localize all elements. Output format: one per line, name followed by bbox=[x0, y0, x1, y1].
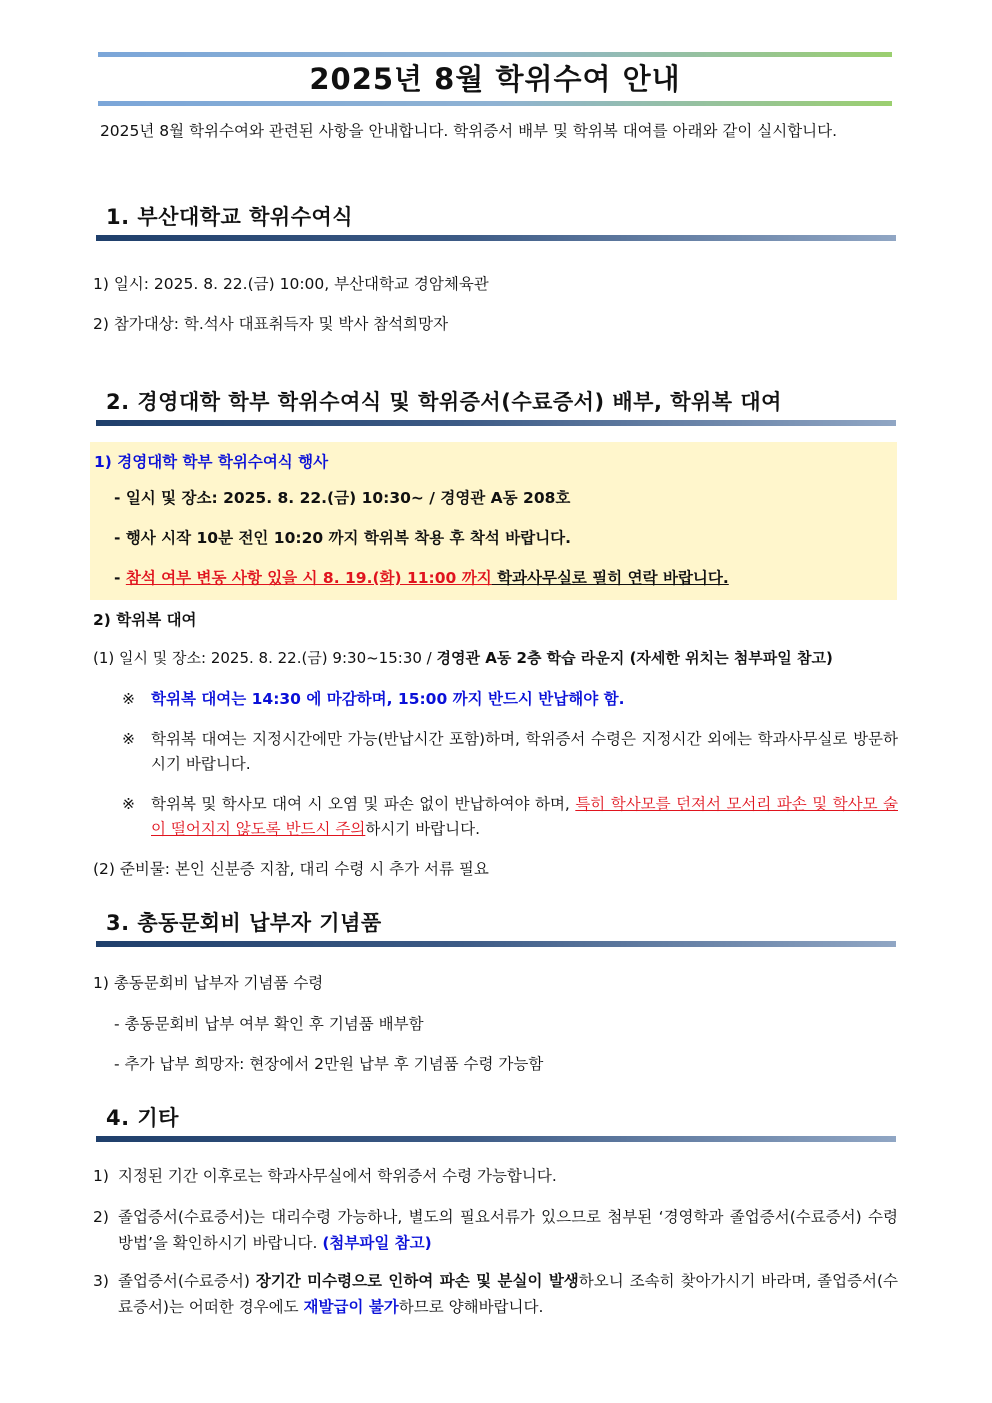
section1-item-target: 2) 참가대상: 학.석사 대표취득자 및 박사 참석희망자 bbox=[93, 315, 449, 333]
ceremony-seating-notice: - 행사 시작 10분 전인 10:20 까지 학위복 착용 후 착석 바랍니다. bbox=[114, 529, 572, 547]
rental-note-deadline bbox=[122, 687, 898, 712]
note-mark: ※ bbox=[122, 690, 135, 708]
rental-note-hours bbox=[122, 727, 898, 777]
item-number: 3) bbox=[93, 1272, 109, 1290]
ceremony-subtitle: 1) 경영대학 학부 학위수여식 행사 bbox=[94, 453, 329, 471]
rental-time: (1) 일시 및 장소: 2025. 8. 22.(금) 9:30~15:30 / bbox=[93, 649, 437, 667]
section3-title: 3. 총동문회비 납부자 기념품 bbox=[106, 911, 382, 935]
note-mark: ※ bbox=[122, 730, 135, 748]
note-damage-b: 하시기 바랍니다. bbox=[365, 820, 481, 838]
attachment-ref: (첨부파일 참고) bbox=[322, 1234, 432, 1252]
rental-place: 경영관 A동 2층 학습 라운지 (자세한 위치는 첨부파일 참고) bbox=[436, 649, 833, 667]
gown-rental-subtitle: 2) 학위복 대여 bbox=[93, 611, 197, 629]
diploma-warning-a: 졸업증서(수료증서) bbox=[118, 1272, 256, 1290]
note-damage-a: 학위복 및 학사모 대여 시 오염 및 파손 없이 반납하여야 하며, bbox=[151, 795, 576, 813]
gown-rental-date-place bbox=[93, 647, 833, 668]
rental-preparation: (2) 준비물: 본인 신분증 지참, 대리 수령 시 추가 서류 필요 bbox=[93, 860, 489, 878]
etc-item-2 bbox=[93, 1204, 898, 1256]
page-title: 2025년 8월 학위수여 안내 bbox=[309, 62, 681, 96]
section3-rule bbox=[96, 941, 896, 947]
item-text: 지정된 기간 이후로는 학과사무실에서 학위증서 수령 가능합니다. bbox=[118, 1167, 557, 1185]
item-text bbox=[118, 1204, 898, 1256]
intro-paragraph bbox=[95, 119, 890, 143]
contact-deadline: 참석 여부 변동 사항 있을 시 8. 19.(화) 11:00 까지 bbox=[125, 569, 492, 587]
title-bottom-rule bbox=[98, 101, 892, 106]
item-text bbox=[118, 1268, 898, 1320]
diploma-warning-bold: 장기간 미수령으로 인하여 파손 및 분실이 발생 bbox=[255, 1272, 579, 1290]
section1-item-date: 1) 일시: 2025. 8. 22.(금) 10:00, 부산대학교 경암체육관 bbox=[93, 275, 489, 293]
ceremony-date-place: - 일시 및 장소: 2025. 8. 22.(금) 10:30~ / 경영관 A동 208호 bbox=[114, 489, 571, 507]
intro-text: 2025년 8월 학위수여와 관련된 사항을 안내합니다. 학위증서 배부 및 학위복 대여를 아래와 같이 실시합니다. bbox=[99, 122, 838, 140]
section3-item-receive: 1) 총동문회비 납부자 기념품 수령 bbox=[93, 974, 324, 992]
section1-rule bbox=[96, 235, 896, 241]
section2-rule bbox=[96, 420, 896, 426]
section4-rule bbox=[96, 1136, 896, 1142]
contact-office: 학과사무실로 필히 연락 바랍니다. bbox=[491, 569, 729, 587]
diploma-warning-c: 하므로 양해바랍니다. bbox=[398, 1298, 544, 1316]
note-text bbox=[151, 792, 898, 842]
section3-item-check: - 총동문회비 납부 여부 확인 후 기념품 배부함 bbox=[114, 1015, 424, 1033]
section2-title: 2. 경영대학 학부 학위수여식 및 학위증서(수료증서) 배부, 학위복 대여 bbox=[106, 390, 782, 414]
note-damage-warning: 특히 학사모를 던져서 모서리 파손 및 학사모 술이 떨어지지 않도록 반드시 주의 bbox=[151, 795, 898, 838]
item-number: 2) bbox=[93, 1208, 109, 1226]
diploma-warning-b: 하오니 조속히 찾아가시기 바라며, 졸업증서(수료증서)는 어떠한 경우에도 bbox=[118, 1272, 899, 1316]
dash: - bbox=[114, 569, 126, 587]
section4-title: 4. 기타 bbox=[106, 1106, 179, 1130]
ceremony-contact-notice bbox=[114, 566, 729, 588]
rental-note-damage bbox=[122, 792, 898, 842]
note-text: 학위복 대여는 14:30 에 마감하며, 15:00 까지 반드시 반납해야 함. bbox=[151, 690, 625, 708]
item-number: 1) bbox=[93, 1167, 109, 1185]
section3-item-additional: - 추가 납부 희망자: 현장에서 2만원 납부 후 기념품 수령 가능함 bbox=[114, 1055, 544, 1073]
no-reissue: 재발급이 불가 bbox=[303, 1298, 399, 1316]
section1-title: 1. 부산대학교 학위수여식 bbox=[106, 205, 354, 229]
note-mark: ※ bbox=[122, 795, 135, 813]
diploma-proxy-text: 졸업증서(수료증서)는 대리수령 가능하나, 별도의 필요서류가 있으므로 첨부된 ‘경영학과 졸업증서(수료증서) 수령 방법’을 확인하시기 바랍니다. bbox=[118, 1208, 898, 1252]
note-text: 학위복 대여는 지정시간에만 가능(반납시간 포함)하며, 학위증서 수령은 지정시간 외에는 학과사무실로 방문하시기 바랍니다. bbox=[151, 730, 898, 773]
etc-item-1 bbox=[93, 1163, 898, 1189]
etc-item-3 bbox=[93, 1268, 898, 1320]
